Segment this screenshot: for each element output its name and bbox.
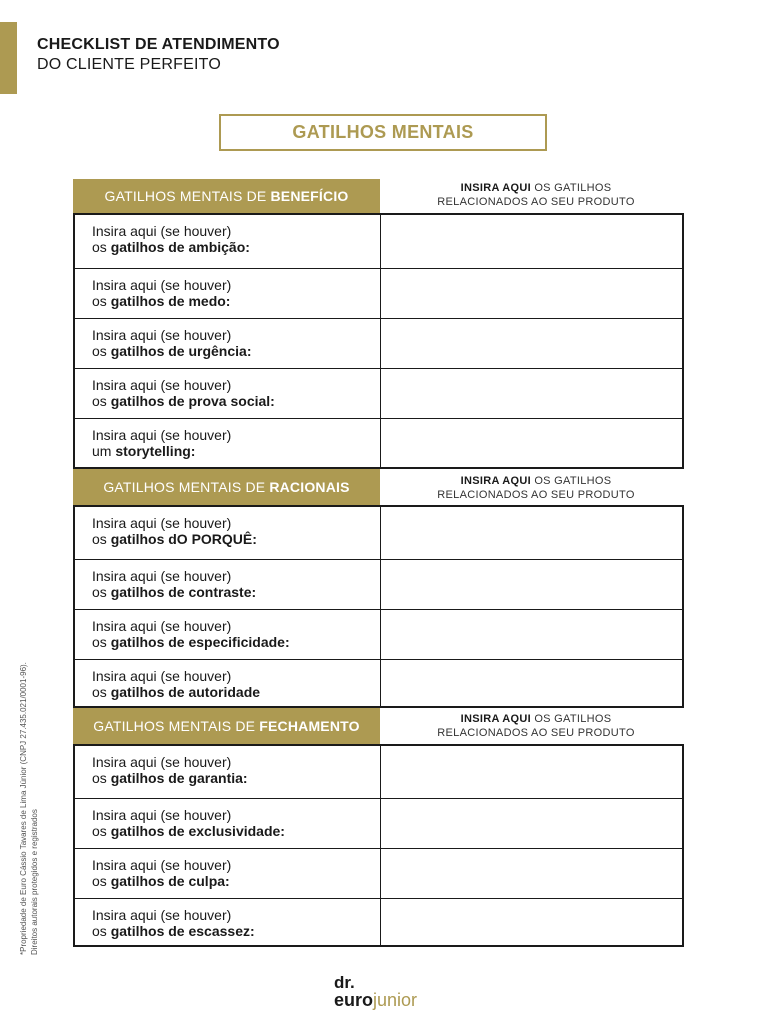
doc-title-line2: DO CLIENTE PERFEITO [37,56,221,73]
row-line1: Insira aqui (se houver) [92,668,232,684]
row-pre: os [92,393,107,409]
answer-cell[interactable] [381,899,682,945]
table-row [75,659,682,706]
insira-note-3 [381,712,691,740]
row-label [75,849,381,898]
table-row [75,368,682,418]
row-line1: Insira aqui (se houver) [92,618,232,634]
row-label [75,269,381,318]
row-label [75,215,381,268]
row-label [75,799,381,848]
answer-cell[interactable] [381,849,682,898]
row-bold: gatilhos de prova social: [110,393,275,409]
answer-cell[interactable] [381,746,682,798]
row-line1: Insira aqui (se houver) [92,857,232,873]
row-bold: gatilhos de urgência: [110,343,252,359]
answer-cell[interactable] [381,610,682,659]
insira-bold: INSIRA AQUI [460,182,531,194]
table-row [75,418,682,467]
table-row [75,559,682,609]
row-line1: Insira aqui (se houver) [92,277,232,293]
row-pre: os [92,634,107,650]
insira-line2: RELACIONADOS AO SEU PRODUTO [437,196,635,208]
row-pre: os [92,823,107,839]
page-title [219,114,547,151]
row-pre: os [92,584,107,600]
row-label [75,610,381,659]
section-prefix: GATILHOS MENTAIS DE [103,479,266,495]
row-label [75,899,381,945]
logo-junior: junior [373,990,418,1010]
answer-cell[interactable] [381,799,682,848]
row-bold: gatilhos dO PORQUÊ: [110,531,257,547]
answer-cell[interactable] [381,507,682,559]
section-header-fechamento [73,708,380,744]
row-line1: Insira aqui (se houver) [92,327,232,343]
table-row [75,318,682,368]
table-row [75,507,682,559]
table-row [75,798,682,848]
row-pre: os [92,923,107,939]
row-label [75,507,381,559]
row-label [75,319,381,368]
section-name: RACIONAIS [269,479,350,495]
copyright-footnote [18,662,40,955]
table-racionais [73,505,684,708]
answer-cell[interactable] [381,319,682,368]
section-name: FECHAMENTO [259,718,360,734]
row-pre: um [92,443,112,459]
row-bold: gatilhos de garantia: [110,770,248,786]
insira-bold: INSIRA AQUI [460,713,531,725]
section-prefix: GATILHOS MENTAIS DE [104,188,267,204]
table-row [75,746,682,798]
logo-dr: dr. [334,973,355,992]
table-row [75,215,682,268]
row-bold: gatilhos de culpa: [110,873,230,889]
insira-line2: RELACIONADOS AO SEU PRODUTO [437,489,635,501]
answer-cell[interactable] [381,660,682,706]
table-row [75,898,682,945]
row-bold: gatilhos de contraste: [110,584,257,600]
row-bold: storytelling: [115,443,196,459]
insira-rest: OS GATILHOS [534,475,612,487]
table-row [75,848,682,898]
insira-line2: RELACIONADOS AO SEU PRODUTO [437,727,635,739]
row-label [75,660,381,706]
row-line1: Insira aqui (se houver) [92,807,232,823]
row-label [75,746,381,798]
row-bold: gatilhos de exclusividade: [110,823,285,839]
row-bold: gatilhos de especificidade: [110,634,290,650]
logo-euro: euro [334,990,374,1010]
answer-cell[interactable] [381,419,682,467]
row-line1: Insira aqui (se houver) [92,427,232,443]
footnote-line2: Direitos autorais protegidos e registrados [30,809,39,955]
answer-cell[interactable] [381,269,682,318]
accent-bar [0,22,17,94]
row-bold: gatilhos de escassez: [110,923,255,939]
table-beneficio [73,213,684,469]
insira-note-2 [381,474,691,502]
section-header-beneficio [73,179,380,213]
row-label [75,419,381,467]
row-label [75,369,381,418]
row-pre: os [92,343,107,359]
insira-rest: OS GATILHOS [534,713,612,725]
doc-title-line1: CHECKLIST DE ATENDIMENTO [37,36,280,53]
answer-cell[interactable] [381,560,682,609]
row-bold: gatilhos de medo: [110,293,231,309]
row-pre: os [92,770,107,786]
row-pre: os [92,684,107,700]
brand-logo [334,975,417,1011]
row-pre: os [92,873,107,889]
answer-cell[interactable] [381,369,682,418]
section-name: BENEFÍCIO [270,188,349,204]
insira-rest: OS GATILHOS [534,182,612,194]
page-title-text: GATILHOS MENTAIS [292,122,474,142]
row-line1: Insira aqui (se houver) [92,568,232,584]
row-line1: Insira aqui (se houver) [92,515,232,531]
row-bold: gatilhos de autoridade [110,684,261,700]
row-line1: Insira aqui (se houver) [92,907,232,923]
table-row [75,268,682,318]
row-pre: os [92,293,107,309]
table-row [75,609,682,659]
section-prefix: GATILHOS MENTAIS DE [93,718,256,734]
row-line1: Insira aqui (se houver) [92,377,232,393]
insira-note-1 [381,181,691,209]
row-line1: Insira aqui (se houver) [92,223,232,239]
row-label [75,560,381,609]
row-pre: os [92,239,107,255]
footnote-line1: *Propriedade de Euro Cássio Tavares de Lima Júnior (CNPJ 27.435.021/0001-96). [19,662,28,955]
insira-bold: INSIRA AQUI [460,475,531,487]
row-bold: gatilhos de ambição: [110,239,250,255]
row-pre: os [92,531,107,547]
answer-cell[interactable] [381,215,682,268]
table-fechamento [73,744,684,947]
row-line1: Insira aqui (se houver) [92,754,232,770]
section-header-racionais [73,469,380,505]
